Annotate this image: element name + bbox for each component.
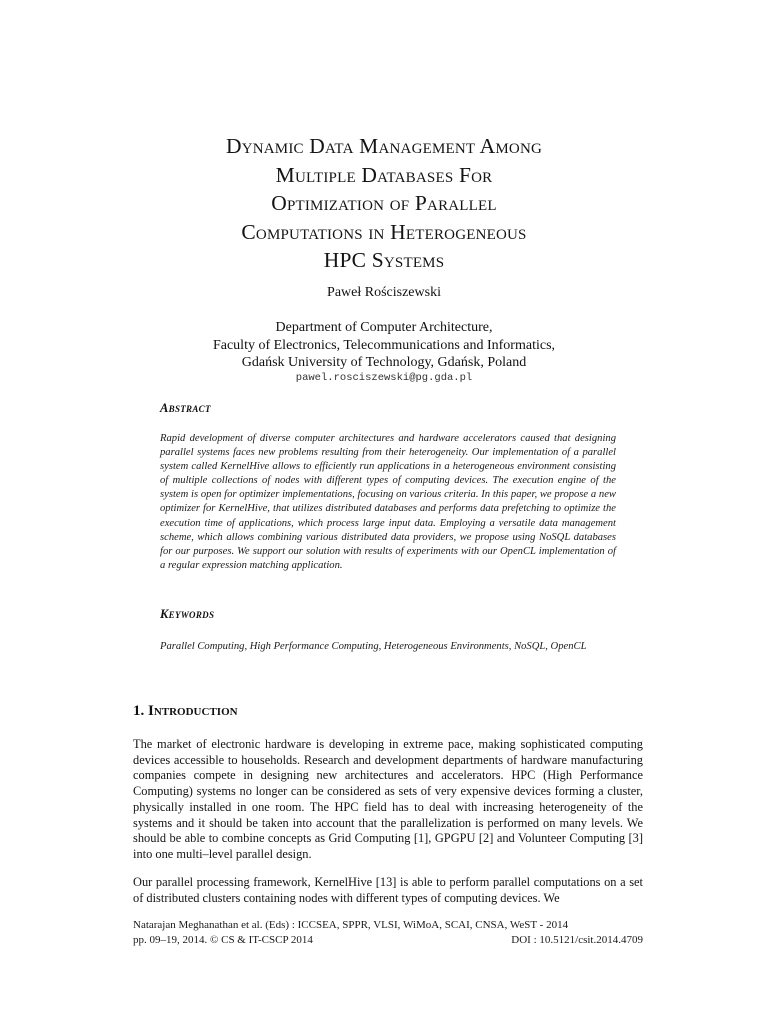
- section-heading-introduction: 1. Introduction: [133, 703, 238, 719]
- affiliation-line: Faculty of Electronics, Telecommunications and Informatics,: [212, 337, 556, 353]
- title-line: Computations in Heterogeneous: [241, 219, 527, 244]
- affiliation-line: Gdańsk University of Technology, Gdańsk, Poland: [241, 355, 527, 371]
- affiliation-line: Department of Computer Architecture,: [275, 320, 493, 335]
- page-footer: [133, 918, 643, 947]
- title-line: Dynamic Data Management Among: [225, 134, 543, 158]
- paper-title: [100, 132, 668, 275]
- keywords-heading: Keywords: [160, 607, 215, 621]
- intro-paragraph: Our parallel processing framework, KernelHive [13] is able to perform parallel computations on a set of distributed clusters containing nodes with different types of computing devices. We: [133, 875, 643, 905]
- intro-paragraph: The market of electronic hardware is developing in extreme pace, making sophisticated computing devices accessible to households. Research and development departments of hardware manufacturing companies compete in designing new architectures and accelerators. HPC (High Performance Computing) systems no longer can be considered as sets of very expensive devices forming a cluster, physically installed in one room. The HPC field has to deal with increasing heterogeneity of the systems and it should be taken into account that the parallelization is performed on many levels. We should be able to combine concepts as Grid Computing [1], GPGPU [2] and Volunteer Computing [3] into one multi–level parallel design.: [133, 737, 643, 861]
- affiliation: [0, 319, 768, 372]
- footer-row: [133, 933, 643, 948]
- author-email: pawel.rosciszewski@pg.gda.pl: [295, 372, 473, 384]
- footer-pages: pp. 09–19, 2014. © CS & IT-CSCP 2014: [133, 933, 313, 946]
- author-name: Paweł Rościszewski: [327, 285, 441, 300]
- footer-doi: DOI : 10.5121/csit.2014.4709: [511, 933, 643, 946]
- title-line: Multiple Databases For: [275, 162, 493, 187]
- footer-editors: Natarajan Meghanathan et al. (Eds) : ICCSEA, SPPR, VLSI, WiMoA, SCAI, CNSA, WeST - 2014: [133, 919, 569, 931]
- title-line: HPC Systems: [323, 248, 445, 273]
- abstract-heading: Abstract: [160, 401, 211, 415]
- title-line: Optimization of Parallel: [271, 191, 497, 216]
- keywords-text: Parallel Computing, High Performance Computing, Heterogeneous Environments, NoSQL, OpenCL: [160, 641, 587, 652]
- abstract-text: Rapid development of diverse computer architectures and hardware accelerators caused that designing parallel systems faces new problems resulting from their heterogeneity. Our implementation of a parallel system called KernelHive allows to efficiently run applications in a heterogeneous environment consisting of multiple collections of nodes with different types of computing devices. The execution engine of the system is open for optimizer implementations, focusing on various criteria. In this paper, we propose a new optimizer for KernelHive, that utilizes distributed databases and performs data prefetching to optimize the execution time of applications, which process large input data. Employing a versatile data management scheme, which allows combining various distributed data providers, we propose using NoSQL databases for our purposes. We support our solution with results of experiments with our OpenCL implementation of a regular expression matching application.: [160, 433, 616, 571]
